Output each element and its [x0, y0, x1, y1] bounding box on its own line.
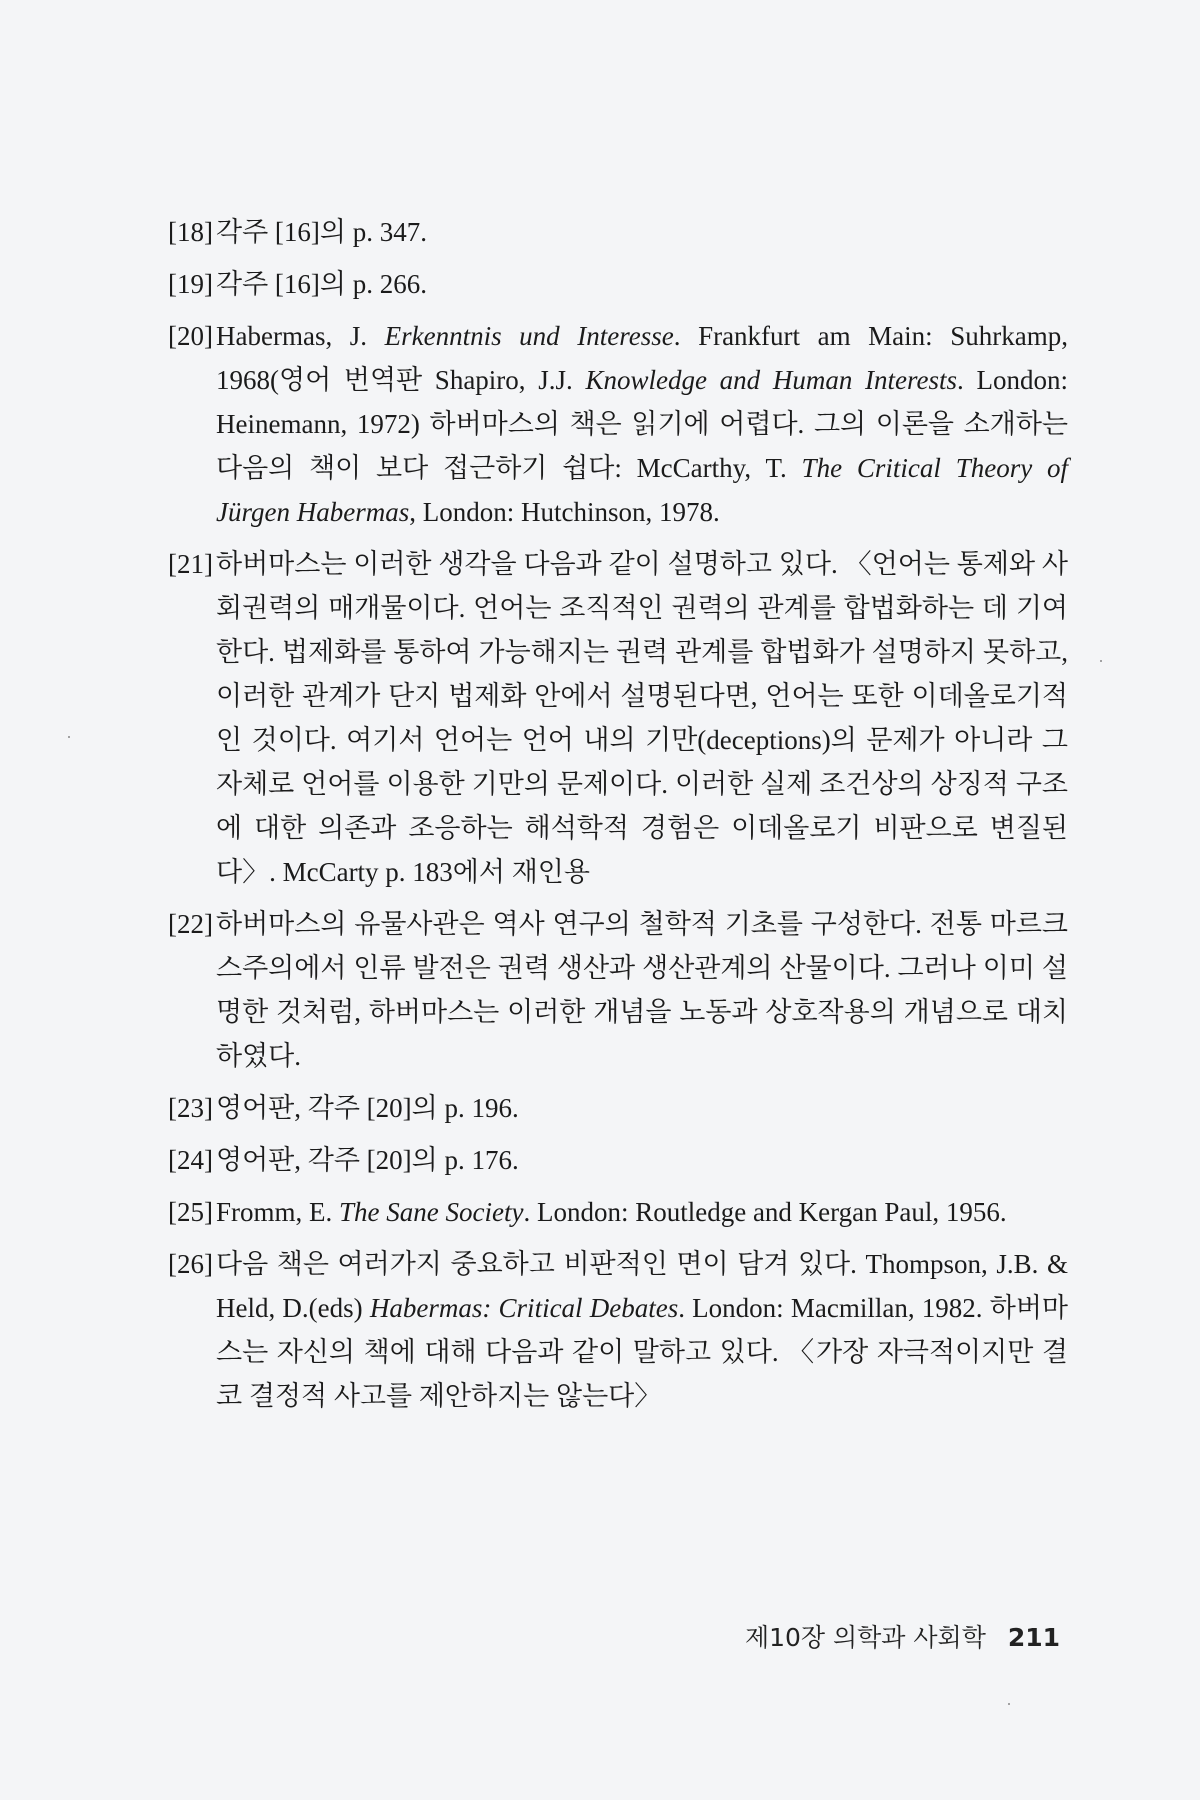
page-number: 211 [1007, 1623, 1060, 1652]
text-run: Fromm, E. [216, 1197, 340, 1227]
text-run: 하버마스의 유물사관은 역사 연구의 철학적 기초를 구성한다. 전통 마르크스주의에서 인류 발전은 권력 생산과 생산관계의 산물이다. 그러나 이미 설명한 것처럼, 하버마스는 이러한 개념을 노동과 상호작용의 개념으로 대치하였다. [216, 909, 1068, 1071]
endnote-number: [26] [168, 1249, 213, 1279]
scan-speck [1100, 660, 1102, 662]
endnote-number: [21] [168, 549, 213, 579]
endnote-number: [20] [168, 321, 213, 351]
text-run: 영어판, 각주 [20]의 p. 176. [216, 1145, 519, 1175]
endnote-number: [23] [168, 1093, 213, 1123]
endnote-item [168, 1190, 1068, 1234]
text-run: 각주 [16]의 p. 347. [216, 217, 427, 247]
text-run: . London: Heinemann, 1972) 하버마스의 책은 읽기에 어렵다. 그의 이론을 소개하는 다음의 책이 보다 접근하기 쉽다: McCarthy, T. [216, 365, 1068, 483]
endnote-number: [22] [168, 909, 213, 939]
endnote-text [216, 1190, 1068, 1234]
scan-speck [68, 736, 70, 738]
text-run: Habermas, J. [216, 321, 385, 351]
endnote-number: [19] [168, 269, 213, 299]
endnote-item [168, 542, 1068, 894]
italic-title: The Critical Theory of Jürgen Habermas [216, 453, 1069, 527]
text-run: 하버마스는 이러한 생각을 다음과 같이 설명하고 있다. 〈언어는 통제와 사회권력의 매개물이다. 언어는 조직적인 권력의 관계를 합법화하는 데 기여한다. 법제화를 통하여 가능해지는 권력 관계를 합법화가 설명하지 못하고, 이러한 관계가 단지 법제화 안에서 설명된다면, 언어는 또한 이데올로기적인 것이다. 여기서 언어는 언어 내의 기만(deceptions)의 문제가 아니라 그 자체로 언어를 이용한 기만의 문제이다. 이러한 실제 조건상의 상징적 구조에 대한 의존과 조응하는 해석학적 경험은 이데올로기 비판으로 변질된다〉. McCarty p. 183에서 재인용 [216, 549, 1068, 887]
endnote-item [168, 1242, 1068, 1418]
endnote-text [216, 314, 1068, 534]
endnote-text [216, 902, 1068, 1078]
endnote-item [168, 314, 1068, 534]
text-run: . Frankfurt am Main: Suhrkamp, 1968(영어 번역판 Shapiro, J.J. [216, 321, 1068, 395]
endnote-item [168, 262, 1068, 306]
italic-title: Habermas: Critical Debates [369, 1293, 679, 1323]
text-run: . London: Macmillan, 1982. 하버마스는 자신의 책에 대해 다음과 같이 말하고 있다. 〈가장 자극적이지만 결코 결정적 사고를 제안하지는 않는다〉 [216, 1293, 1068, 1411]
endnote-item [168, 1086, 1068, 1130]
scan-speck [1008, 1703, 1010, 1705]
page-footer [745, 1618, 1060, 1654]
endnote-text [216, 210, 1068, 254]
text-run: , London: Hutchinson, 1978. [409, 497, 720, 527]
endnote-number: [24] [168, 1145, 213, 1175]
endnote-number: [25] [168, 1197, 213, 1227]
endnote-item [168, 902, 1068, 1078]
endnote-text [216, 1242, 1068, 1418]
text-run: 각주 [16]의 p. 266. [216, 269, 427, 299]
endnote-text [216, 1138, 1068, 1182]
chapter-title: 제10장 의학과 사회학 [744, 1623, 986, 1652]
text-run: 영어판, 각주 [20]의 p. 196. [216, 1093, 519, 1123]
text-run: 다음 책은 여러가지 중요하고 비판적인 면이 담겨 있다. Thompson, J.B. & Held, D.(eds) [216, 1249, 1068, 1323]
text-run: . London: Routledge and Kergan Paul, 1956. [523, 1197, 1007, 1227]
endnote-text [216, 1086, 1068, 1130]
italic-title: Erkenntnis und Interesse [384, 321, 674, 351]
endnote-item [168, 1138, 1068, 1182]
endnote-number: [18] [168, 217, 213, 247]
endnotes-list [168, 210, 1068, 1426]
italic-title: The Sane Society [339, 1197, 524, 1227]
italic-title: Knowledge and Human Interests [585, 365, 958, 395]
endnote-text [216, 262, 1068, 306]
endnote-text [216, 542, 1068, 894]
endnote-item [168, 210, 1068, 254]
